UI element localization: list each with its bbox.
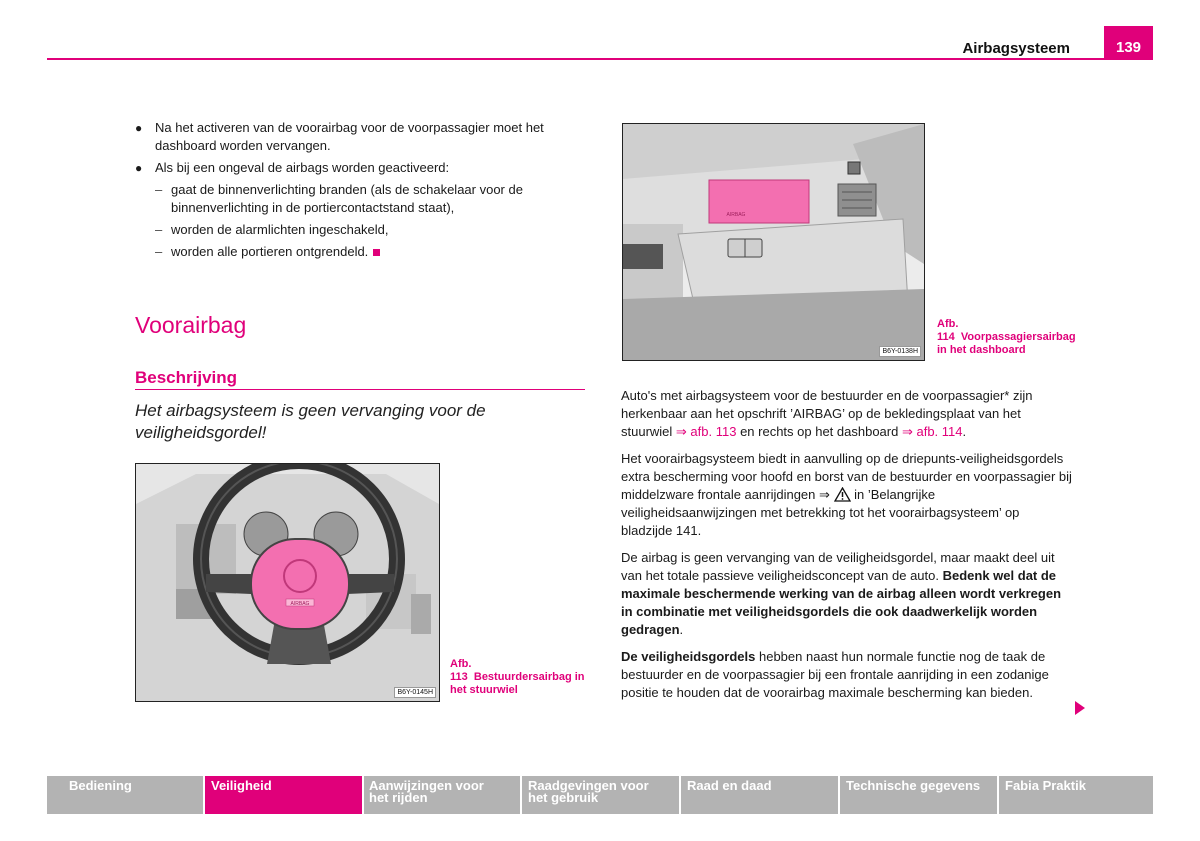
paragraph: De airbag is geen vervanging van de veiligheidsgordel, maar maakt deel uit van het totale passieve veiligheidsconcept van de auto. Bedenk wel dat de maximale beschermende werking van de airbag alleen wordt verkregen in combinatie met veiligheidsgordels die ook daadwerkelijk worden gedragen. [621, 550, 1062, 637]
caption-text: Voorpassagiersairbag in het dashboard [937, 331, 1076, 356]
figure-code: B6Y-0138H [879, 346, 921, 357]
nav-tab-bediening[interactable]: Bediening [47, 776, 203, 814]
dash-icon: – [155, 182, 163, 197]
subsection-title: Beschrijving [135, 368, 238, 387]
figure-code: B6Y-0145H [394, 687, 436, 698]
figure-caption [450, 658, 590, 697]
sub-list-item: – gaat de binnenverlichting branden (als de schakelaar voor de binnenverlichting in de portiercontactstand staat), [155, 182, 523, 215]
bullet-list [135, 119, 585, 261]
figure-caption [937, 318, 1077, 357]
figure-reference-link[interactable]: ⇒ afb. 114 [901, 424, 963, 439]
dash-icon: – [155, 244, 163, 259]
nav-tab-veiligheid[interactable]: Veiligheid [205, 776, 362, 814]
section-title: Voorairbag [135, 312, 247, 338]
bullet-icon: ● [135, 161, 143, 175]
bullet-icon: ● [135, 121, 143, 135]
sub-list-item: – worden alle portieren ontgrendeld. [155, 243, 585, 261]
caption-number: Afb. 113 [450, 658, 472, 683]
header-rule [47, 58, 1153, 60]
paragraph: De veiligheidsgordels hebben naast hun normale functie nog de taak de bestuurder en de voorpassagier bij een frontale aanrijding in een zodanige positie te houden dat de voorairbag maximale bescherming kan bieden. [621, 649, 1049, 700]
nav-tab-raad-en-daad[interactable]: Raad en daad [681, 776, 838, 814]
paragraph: Auto's met airbagsysteem voor de bestuurder en de voorpassagier* zijn herkenbaar aan het opschrift ’AIRBAG’ op de bekledingsplaat van het stuurwiel ⇒ afb. 113 en rechts op het dashboard ⇒ afb. 114. [621, 388, 1033, 439]
nav-tab-aanwijzingen[interactable]: Aanwijzingen voor het rijden [364, 776, 520, 814]
dashboard-illustration [623, 124, 924, 360]
sub-list-item: – worden de alarmlichten ingeschakeld, [155, 222, 389, 237]
paragraph: Het voorairbagsysteem biedt in aanvulling op de driepunts-veiligheidsgordels extra bescherming voor hoofd en borst van de bestuurder en voorpassagier bij middelzware frontale aanrijdingen ⇒ in ’Belangrijke veiligheidsaanwijzingen met betrekking tot het voorairbagsysteem’ op bladzijde 141. [621, 451, 1072, 538]
chapter-title: Airbagsysteem [962, 40, 1070, 57]
caption-text: Bestuurdersairbag in het stuurwiel [450, 671, 585, 696]
figure-reference-link[interactable]: ⇒ afb. 113 [675, 424, 737, 439]
lead-text: Het airbagsysteem is geen vervanging voor de veiligheidsgordel! [135, 401, 486, 442]
end-marker-icon [373, 249, 380, 256]
figure-dashboard [622, 123, 925, 361]
nav-tab-raadgevingen[interactable]: Raadgevingen voor het gebruik [522, 776, 679, 814]
next-page-arrow-icon[interactable] [1075, 701, 1085, 715]
subsection-rule [135, 389, 585, 390]
body-text [621, 387, 1073, 711]
nav-tab-technische-gegevens[interactable]: Technische gegevens [840, 776, 997, 814]
figure-steering-wheel [135, 463, 440, 702]
nav-tab-fabia-praktik[interactable]: Fabia Praktik [999, 776, 1153, 814]
airbag-label: AIRBAG [290, 601, 310, 607]
steering-wheel-illustration [136, 464, 439, 701]
dash-icon: – [155, 222, 163, 237]
list-item: ● Als bij een ongeval de airbags worden geactiveerd: [135, 160, 450, 175]
caption-number: Afb. 114 [937, 318, 959, 343]
airbag-label: AIRBAG [726, 212, 746, 218]
list-item: ● Na het activeren van de voorairbag voor de voorpassagier moet het dashboard worden vervangen. [135, 120, 544, 153]
warning-icon[interactable] [834, 487, 851, 502]
page-number: 139 [1104, 26, 1153, 60]
